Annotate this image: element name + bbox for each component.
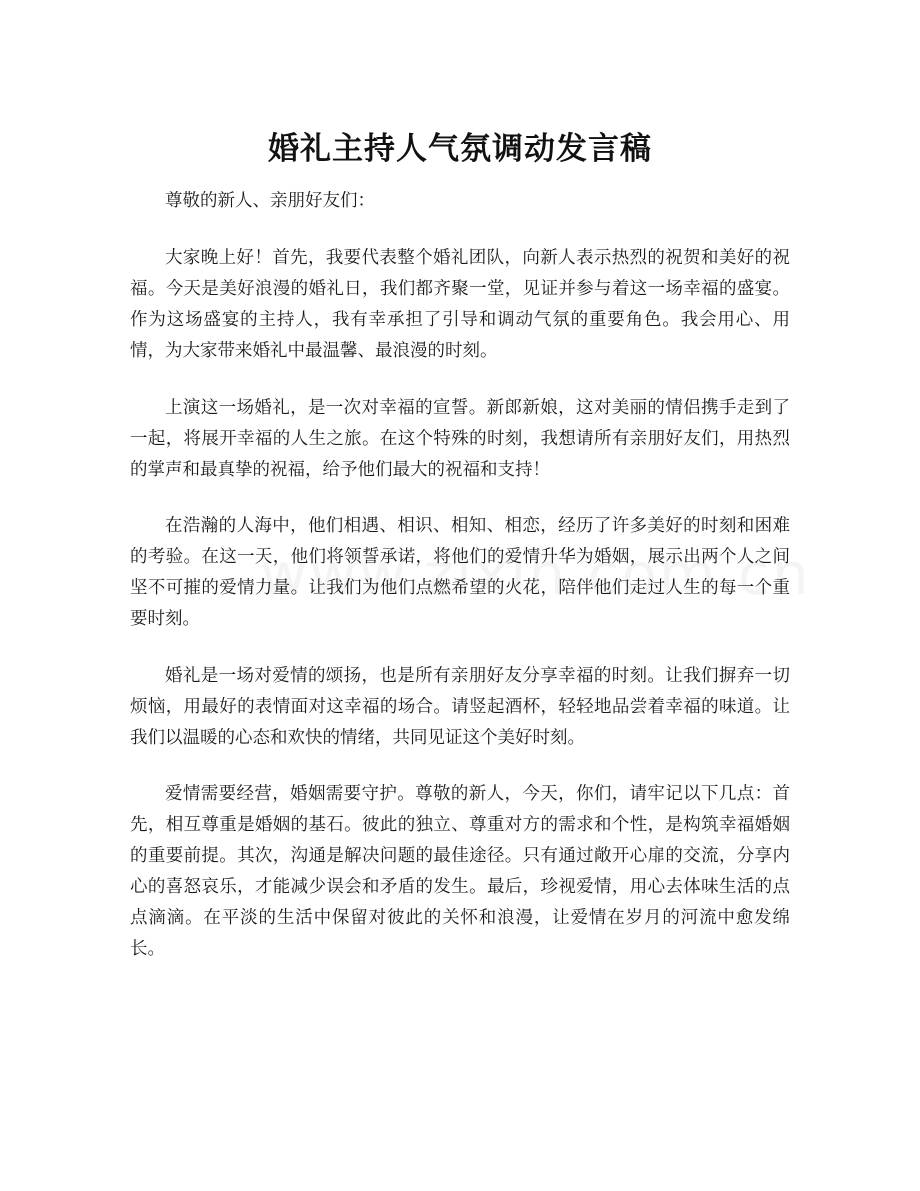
document-title: 婚礼主持人气氛调动发言稿 xyxy=(268,130,652,167)
paragraph-opening: 大家晚上好！首先，我要代表整个婚礼团队，向新人表示热烈的祝贺和美好的祝福。今天是美好浪漫的婚礼日，我们都齐聚一堂，见证并参与着这一场幸福的盛宴。作为这场盛宴的主持人，我有幸承担了引导和调动气氛的重要角色。我会用心、用情，为大家带来婚礼中最温馨、最浪漫的时刻。 xyxy=(130,248,790,361)
paragraph-story: 在浩瀚的人海中，他们相遇、相识、相知、相恋，经历了许多美好的时刻和困难的考验。在这一天，他们将领誓承诺，将他们的爱情升华为婚姻，展示出两个人之间坚不可摧的爱情力量。让我们为他们点燃希望的火花，陪伴他们走过人生的每一个重要时刻。 xyxy=(130,516,790,629)
greeting-paragraph: 尊敬的新人、亲朋好友们： xyxy=(165,191,375,211)
paragraph-advice: 爱情需要经营，婚姻需要守护。尊敬的新人，今天，你们，请牢记以下几点：首先，相互尊重是婚姻的基石。彼此的独立、尊重对方的需求和个性，是构筑幸福婚姻的重要前提。其次，沟通是解决问题的最佳途径。只有通过敞开心扉的交流，分享内心的喜怒哀乐，才能减少误会和矛盾的发生。最后，珍视爱情，用心去体味生活的点点滴滴。在平淡的生活中保留对彼此的关怀和浪漫，让爱情在岁月的河流中愈发绵长。 xyxy=(130,784,790,959)
paragraph-vow: 上演这一场婚礼，是一次对幸福的宣誓。新郎新娘，这对美丽的情侣携手走到了一起，将展开幸福的人生之旅。在这个特殊的时刻，我想请所有亲朋好友们，用热烈的掌声和最真挚的祝福，给予他们最大的祝福和支持！ xyxy=(130,397,790,480)
paragraph-toast: 婚礼是一场对爱情的颂扬，也是所有亲朋好友分享幸福的时刻。让我们摒弃一切烦恼，用最好的表情面对这幸福的场合。请竖起酒杯，轻轻地品尝着幸福的味道。让我们以温暖的心态和欢快的情绪，共同见证这个美好时刻。 xyxy=(130,665,790,748)
document-body xyxy=(130,186,790,991)
